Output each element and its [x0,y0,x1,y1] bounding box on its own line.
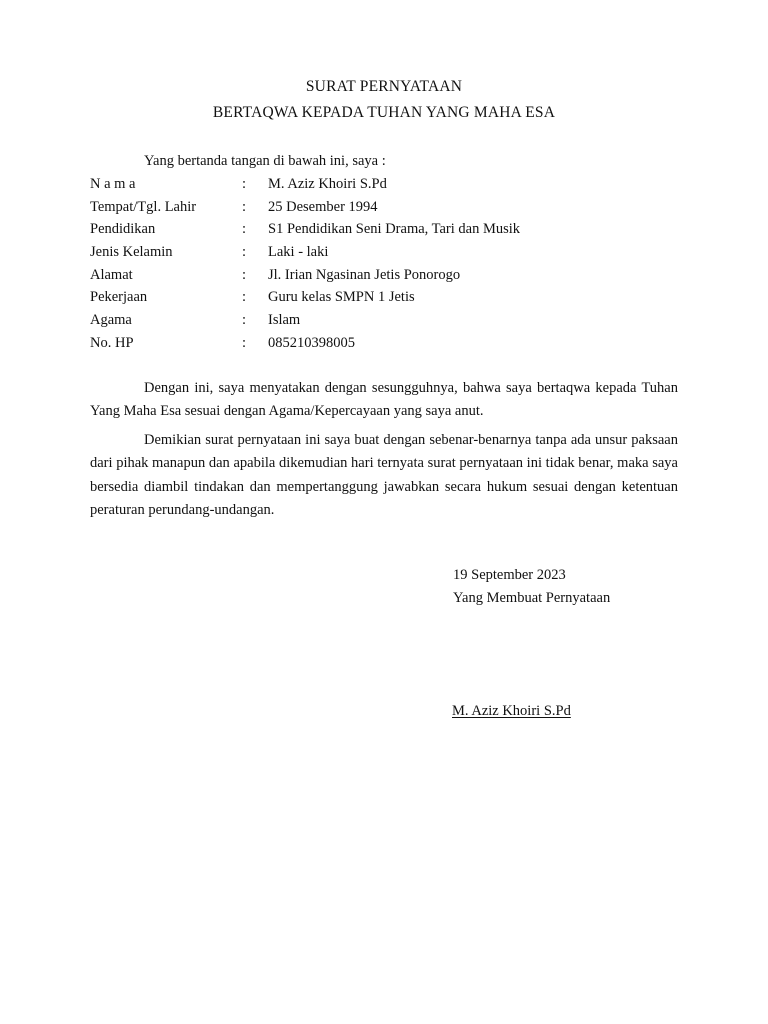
statement-paragraph: Dengan ini, saya menyatakan dengan sesungguhnya, bahwa saya bertaqwa kepada Tuhan Yang Maha Esa sesuai dengan Agama/Kepercayaan yang saya anut. [90,380,678,420]
field-label: Pendidikan [90,221,156,238]
field-row-pekerjaan [90,289,690,312]
field-label: Jenis Kelamin [90,244,173,261]
field-colon: : [242,312,247,329]
field-row-jenis-kelamin [90,244,690,267]
signature-date: 19 September 2023 [453,567,566,583]
field-value: Laki - laki [268,244,329,261]
field-row-no-hp [90,335,690,358]
field-row-alamat [90,267,690,290]
closing-paragraph: Demikian surat pernyataan ini saya buat dengan sebenar-benarnya tanpa ada unsur paksaan dari pihak manapun dan apabila dikemudian hari ternyata surat pernyataan ini tidak benar, maka saya bersedia diambil tindakan dan mempertanggung jawabkan secara hukum sesuai dengan ketentuan peraturan perundang-undangan. [90,432,678,518]
field-label: Pekerjaan [90,289,148,306]
field-colon: : [242,198,247,215]
field-row-agama [90,312,690,335]
field-row-pendidikan [90,221,690,244]
field-colon: : [242,221,247,238]
field-value: S1 Pendidikan Seni Drama, Tari dan Musik [268,221,521,238]
field-label: Tempat/Tgl. Lahir [90,198,197,215]
identity-fields [90,176,690,358]
field-value: 085210398005 [268,334,355,351]
field-value: Islam [268,312,301,329]
field-label: N a m a [90,176,136,192]
field-colon: : [242,266,247,283]
signer-name: M. Aziz Khoiri S.Pd [452,703,571,719]
field-label: Agama [90,312,132,329]
field-label: No. HP [90,334,134,351]
intro-text: Yang bertanda tangan di bawah ini, saya : [144,153,386,169]
field-value: Jl. Irian Ngasinan Jetis Ponorogo [268,266,461,283]
field-colon: : [242,289,247,306]
field-value: M. Aziz Khoiri S.Pd [268,176,387,192]
signature-caption: Yang Membuat Pernyataan [453,590,611,606]
field-row-nama [90,176,690,199]
field-value: Guru kelas SMPN 1 Jetis [268,289,415,306]
field-colon: : [242,244,247,261]
field-colon: : [242,334,247,351]
field-row-tempat-tgl-lahir [90,199,690,222]
field-label: Alamat [90,266,133,283]
field-value: 25 Desember 1994 [268,198,378,215]
document-title: SURAT PERNYATAAN [305,78,463,95]
document-subtitle: BERTAQWA KEPADA TUHAN YANG MAHA ESA [212,104,556,121]
field-colon: : [242,176,247,192]
